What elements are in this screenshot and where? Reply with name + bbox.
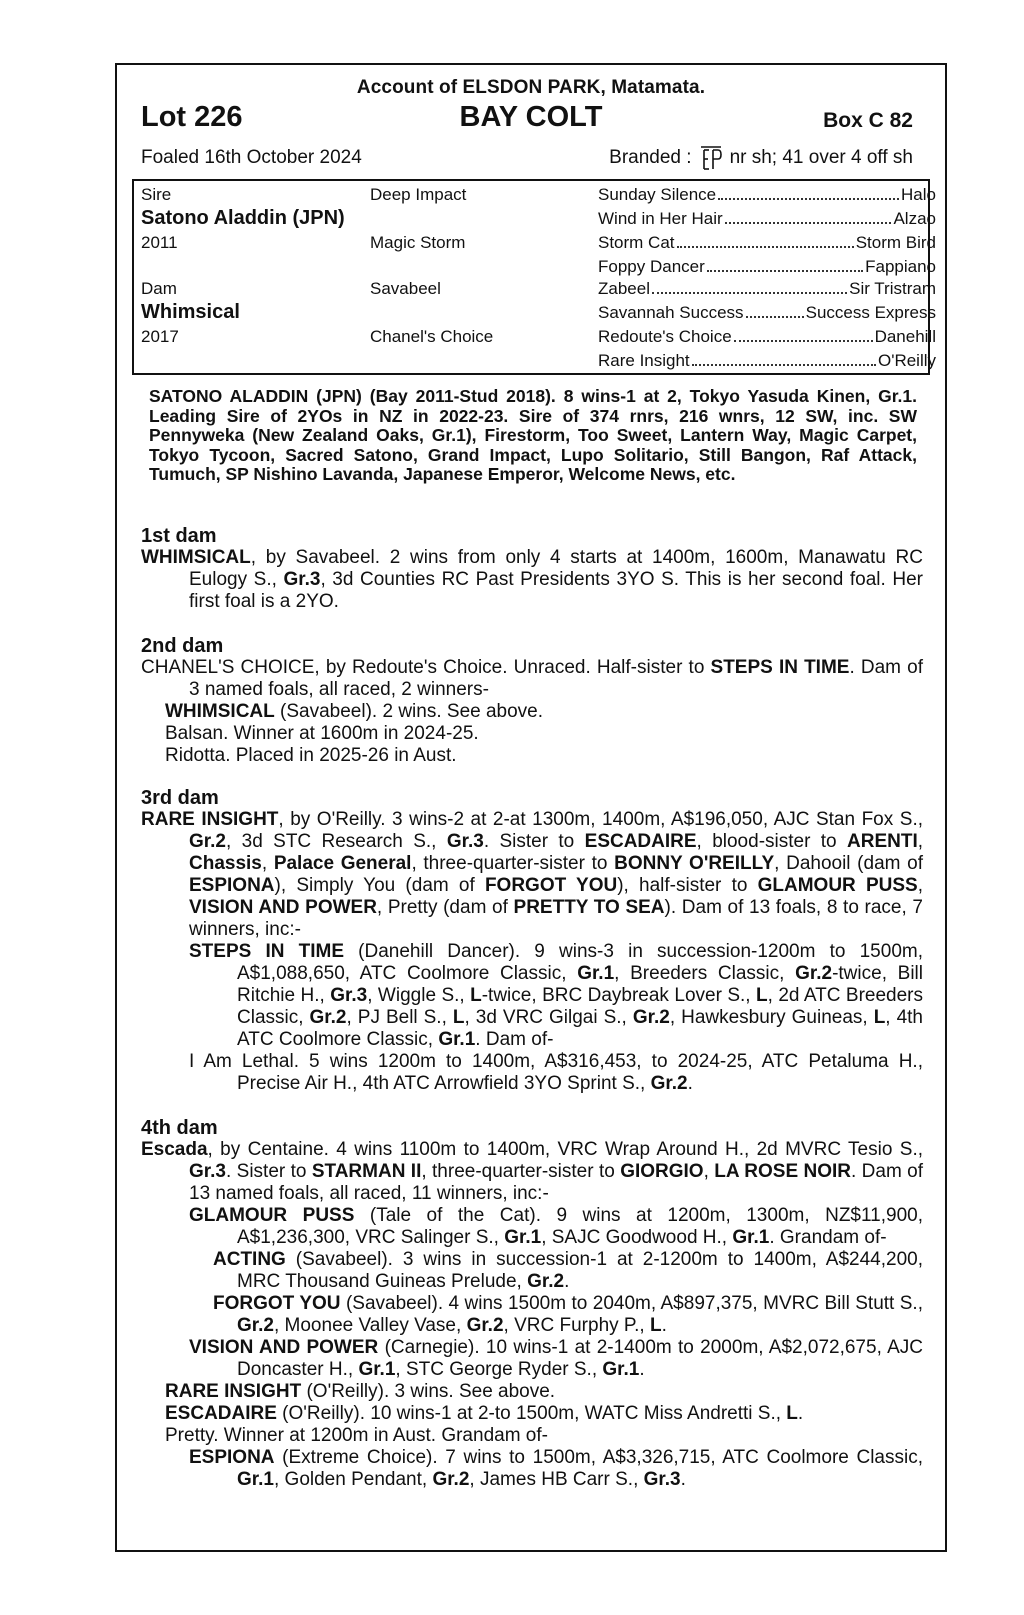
branded-info [609, 145, 913, 171]
grandsire-row [598, 185, 936, 205]
third-dam-section [141, 787, 923, 1095]
progeny-item: ESCADAIRE (O'Reilly). 10 wins-1 at 2-to 1500m, WATC Miss Andretti S., L. [165, 1403, 804, 1424]
grand-right: O'Reilly [877, 351, 936, 370]
fourth-dam-section [141, 1117, 923, 1491]
grandsire-row [598, 257, 936, 277]
progeny-item: ESPIONA (Extreme Choice). 7 wins to 1500m, A$3,326,715, ATC Coolmore Classic, Gr.1, Golden Pendant, Gr.2, James HB Carr S., Gr.3. [189, 1447, 923, 1490]
sire-dam: Magic Storm [370, 233, 466, 252]
grand-left: Foppy Dancer [598, 257, 705, 276]
grand-right: Success Express [805, 303, 936, 322]
grand-right: Sir Tristram [849, 279, 936, 298]
vendor-account: Account of ELSDON PARK, Matamata. [356, 77, 706, 98]
dam-paragraph: RARE INSIGHT, by O'Reilly. 3 wins-2 at 2-at 1300m, 1400m, A$196,050, AJC Stan Fox S., Gr.2, 3d STC Research S., Gr.3. Sister to ESCADAIRE, blood-sister to ARENTI, Chassis, Palace General, three-quarter-sister to BONNY O'REILLY, Dahooil (dam of ESPIONA), Simply You (dam of FORGOT YOU), half-sister to GLAMOUR PUSS, VISION AND POWER, Pretty (dam of PRETTY TO SEA). Dam of 13 foals, 8 to race, 7 winners, inc:- [141, 809, 924, 940]
horse-title: BAY COLT [459, 101, 603, 133]
branded-text: nr sh; 41 over 4 off sh [729, 147, 913, 168]
dam-name: Whimsical [141, 301, 240, 323]
foaled-date: Foaled 16th October 2024 [141, 147, 362, 168]
section-heading: 1st dam [141, 525, 217, 547]
progeny-item: I Am Lethal. 5 wins 1200m to 1400m, A$316,453, to 2024-25, ATC Petaluma H., Precise Air H., 4th ATC Arrowfield 3YO Sprint S., Gr.2. [189, 1051, 923, 1094]
ep-brand-icon [698, 145, 724, 171]
grand-right: Danehill [874, 327, 936, 346]
section-heading: 2nd dam [141, 635, 224, 657]
grandsire-row [598, 279, 936, 299]
grand-right: Storm Bird [855, 233, 936, 252]
section-heading: 3rd dam [141, 787, 219, 809]
grand-left: Wind in Her Hair [598, 209, 723, 228]
grandsire-row [598, 327, 936, 347]
first-dam-section [141, 525, 923, 613]
dam-sire: Savabeel [370, 279, 441, 298]
progeny-item: Ridotta. Placed in 2025-26 in Aust. [165, 745, 457, 766]
progeny-item: VISION AND POWER (Carnegie). 10 wins-1 at 2-1400m to 2000m, A$2,072,675, AJC Doncaster H., Gr.1, STC George Ryder S., Gr.1. [189, 1337, 924, 1380]
dam-year: 2017 [141, 327, 179, 346]
dam-paragraph: Escada, by Centaine. 4 wins 1100m to 1400m, VRC Wrap Around H., 2d MVRC Tesio S., Gr.3. Sister to STARMAN II, three-quarter-sister to GIORGIO, LA ROSE NOIR. Dam of 13 named foals, all raced, 11 winners, inc:- [141, 1139, 924, 1204]
grand-right: Halo [901, 185, 936, 204]
dam-paragraph: CHANEL'S CHOICE, by Redoute's Choice. Unraced. Half-sister to STEPS IN TIME. Dam of 3 named foals, all raced, 2 winners- [141, 657, 923, 700]
grandsire-row [598, 303, 936, 323]
section-heading: 4th dam [141, 1117, 218, 1139]
grand-left: Rare Insight [598, 351, 690, 370]
progeny-item: ACTING (Savabeel). 3 wins in succession-1 at 2-1200m to 1400m, A$244,200, MRC Thousand Guineas Prelude, Gr.2. [213, 1249, 923, 1292]
grand-left: Savannah Success [598, 303, 744, 322]
grandsire-row [598, 233, 936, 253]
sire-summary: SATONO ALADDIN (JPN) (Bay 2011-Stud 2018). 8 wins-1 at 2, Tokyo Yasuda Kinen, Gr.1. Leading Sire of 2YOs in NZ in 2022-23. Sire of 374 rnrs, 216 wnrs, 12 SW, inc. SW Pennyweka (New Zealand Oaks, Gr.1), Firestorm, Too Sweet, Lantern Way, Magic Carpet, Tokyo Tycoon, Sacred Satono, Grand Impact, Lupo Solitario, Still Bangon, Raf Attack, Tumuch, SP Nishino Lavanda, Japanese Emperor, Welcome News, etc. [149, 386, 917, 485]
sire-sire: Deep Impact [370, 185, 467, 204]
lot-number: Lot 226 [141, 101, 243, 133]
grand-right: Fappiano [865, 257, 936, 276]
grandsire-row [598, 209, 936, 229]
progeny-item: Balsan. Winner at 1600m in 2024-25. [165, 723, 479, 744]
grand-left: Storm Cat [598, 233, 675, 252]
grand-left: Zabeel [598, 279, 650, 298]
branded-label: Branded : [609, 147, 692, 168]
sire-name: Satono Aladdin (JPN) [141, 207, 345, 229]
grandsire-row [598, 351, 936, 371]
pedigree-table [132, 179, 936, 375]
progeny-item: STEPS IN TIME (Danehill Dancer). 9 wins-3 in succession-1200m to 1500m, A$1,088,650, ATC Coolmore Classic, Gr.1, Breeders Classic, Gr.2-twice, Bill Ritchie H., Gr.3, Wiggle S., L-twice, BRC Daybreak Lover S., L, 2d ATC Breeders Classic, Gr.2, PJ Bell S., L, 3d VRC Gilgai S., Gr.2, Hawkesbury Guineas, L, 4th ATC Coolmore Classic, Gr.1. Dam of- [189, 941, 923, 1050]
second-dam-section [141, 635, 923, 767]
dam-label: Dam [141, 279, 177, 298]
box-number: Box C 82 [823, 109, 913, 132]
grand-left: Sunday Silence [598, 185, 717, 204]
dam-dam: Chanel's Choice [370, 327, 494, 346]
catalogue-page [115, 63, 947, 1552]
progeny-item: WHIMSICAL (Savabeel). 2 wins. See above. [165, 701, 544, 722]
progeny-item: RARE INSIGHT (O'Reilly). 3 wins. See above. [165, 1381, 556, 1402]
grand-right: Alzao [893, 209, 936, 228]
progeny-item: GLAMOUR PUSS (Tale of the Cat). 9 wins at 1200m, 1300m, NZ$11,900, A$1,236,300, VRC Salinger S., Gr.1, SAJC Goodwood H., Gr.1. Grandam of- [189, 1205, 923, 1248]
sire-year: 2011 [141, 233, 178, 252]
grand-left: Redoute's Choice [598, 327, 732, 346]
sire-label: Sire [141, 185, 172, 204]
progeny-item: Pretty. Winner at 1200m in Aust. Grandam of- [165, 1425, 548, 1446]
progeny-item: FORGOT YOU (Savabeel). 4 wins 1500m to 2040m, A$897,375, MVRC Bill Stutt S., Gr.2, Moonee Valley Vase, Gr.2, VRC Furphy P., L. [213, 1293, 923, 1336]
dam-paragraph: WHIMSICAL, by Savabeel. 2 wins from only 4 starts at 1400m, 1600m, Manawatu RC Eulogy S., Gr.3, 3d Counties RC Past Presidents 3YO S. This is her second foal. Her first foal is a 2YO. [141, 547, 923, 612]
